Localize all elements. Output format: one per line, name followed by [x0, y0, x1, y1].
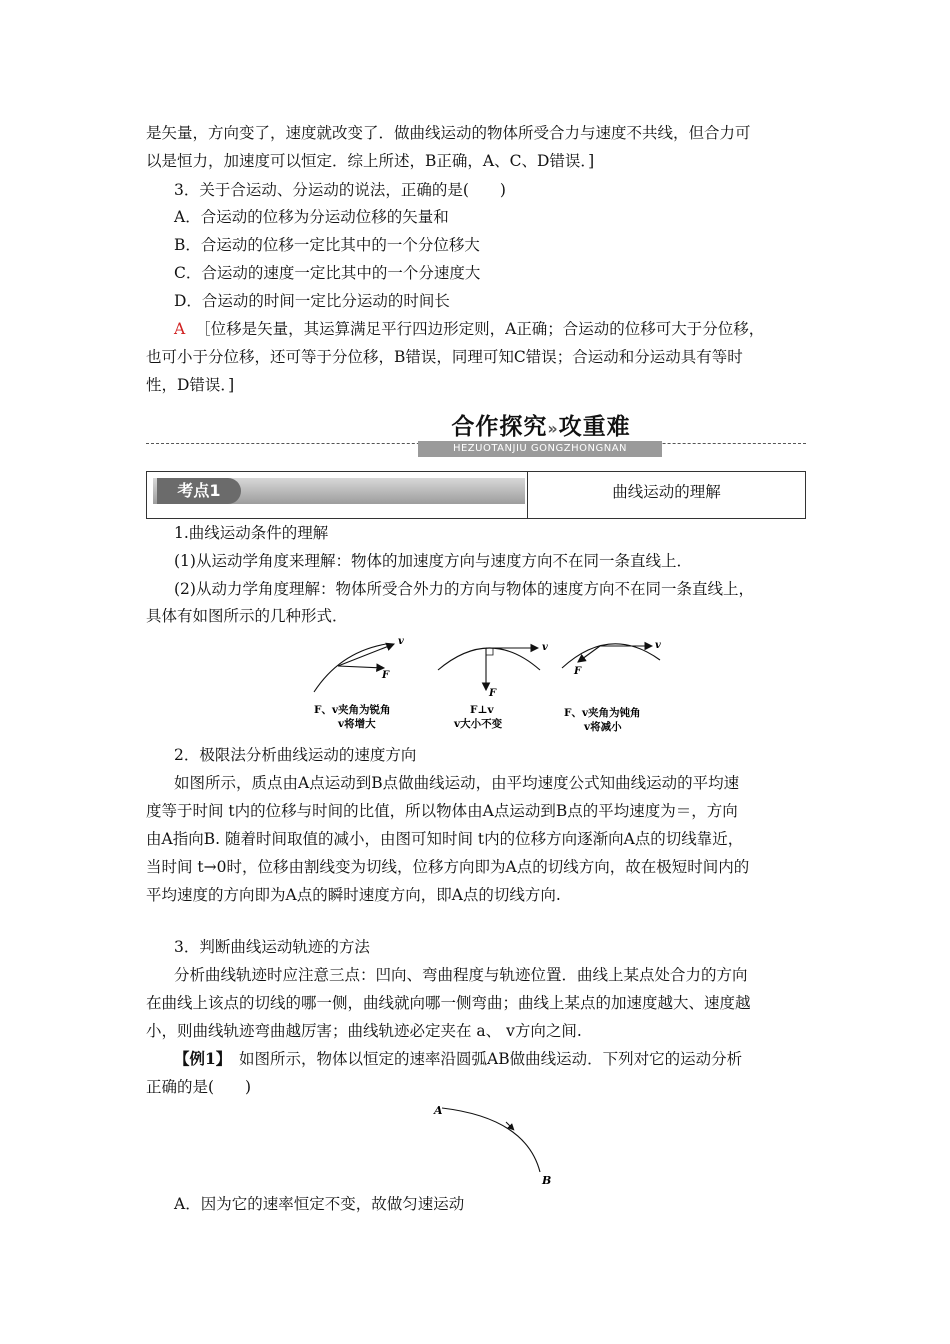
v-label-2: v	[542, 642, 548, 653]
kaodian-label: 考点1	[157, 478, 241, 504]
caption-2b: v大小不变	[454, 718, 503, 730]
kaodian-box	[146, 471, 806, 519]
banner-title	[426, 408, 656, 438]
direction-arrow	[506, 1122, 512, 1128]
arc-ab-figure	[430, 1100, 560, 1190]
f-label-3: F	[574, 666, 582, 677]
text-line: 如图所示，质点由A点运动到B点做曲线运动，由平均速度公式知曲线运动的平均速	[174, 774, 740, 792]
text-line: 具体有如图所示的几种形式．	[146, 607, 348, 625]
text-line: 在曲线上该点的切线的哪一侧，曲线就向哪一侧弯曲；曲线上某点的加速度越大、速度越	[146, 994, 751, 1012]
section-heading: 3．判断曲线运动轨迹的方法	[174, 938, 370, 956]
point-b-label: B	[542, 1174, 552, 1187]
caption-3b: v将减小	[584, 721, 622, 733]
velocity-arrow-1	[338, 644, 394, 666]
text-line: 度等于时间 t内的位移与时间的比值，所以物体由A点运动到B点的平均速度为＝，方向	[146, 802, 738, 820]
banner-subtitle: HEZUOTANJIU GONGZHONGNAN	[418, 441, 662, 457]
kaodian-label-cell	[147, 472, 528, 518]
text-line: (1)从运动学角度来理解：物体的加速度方向与速度方向不在同一条直线上．	[174, 552, 692, 570]
text-line: 当时间 t→0时，位移由割线变为切线，位移方向即为A点的切线方向，故在极短时间内的	[146, 858, 750, 876]
text-line: 正确的是( )	[146, 1078, 252, 1096]
force-arrow-1	[338, 666, 384, 668]
caption-1b: v将增大	[338, 718, 376, 730]
section-banner	[146, 404, 806, 464]
text-line: 由A指向B. 随着时间取值的减小，由图可知时间 t内的位移方向逐渐向A点的切线靠近，	[146, 830, 744, 848]
section-heading: 1.曲线运动条件的理解	[174, 524, 329, 542]
banner-arrow-icon: »	[547, 419, 559, 438]
kaodian-tab	[153, 478, 525, 504]
text-line: 小，则曲线轨迹弯曲越厉害；曲线轨迹必定夹在 a、 v方向之间.	[146, 1022, 582, 1040]
v-label-1: v	[398, 636, 404, 647]
force-velocity-figure	[300, 630, 680, 740]
caption-1a: F、v夹角为锐角	[314, 704, 391, 716]
f-label-2: F	[489, 688, 497, 699]
right-angle-mark	[486, 648, 493, 655]
text-line: 性，D错误．]	[146, 376, 235, 394]
example-line	[174, 1049, 742, 1069]
text-line: 以是恒力，加速度可以恒定．综上所述，B正确，A、C、D错误．]	[146, 152, 595, 170]
text-line: 是矢量，方向变了，速度就改变了．做曲线运动的物体所受合力与速度不共线，但合力可	[146, 124, 751, 142]
example-tag: 【例1】	[174, 1049, 224, 1068]
text-line: 平均速度的方向即为A点的瞬时速度方向，即A点的切线方向.	[146, 886, 561, 904]
option-c: C．合运动的速度一定比其中的一个分速度大	[174, 264, 481, 282]
kaodian-topic: 曲线运动的理解	[612, 483, 721, 501]
answer-text: ［位移是矢量，其运算满足平行四边形定则，A正确；合运动的位移可大于分位移，	[195, 320, 765, 338]
caption-3a: F、v夹角为钝角	[564, 707, 641, 719]
caption-2a: F⊥v	[470, 704, 494, 716]
section-heading: 2．极限法分析曲线运动的速度方向	[174, 746, 417, 764]
option-d: D．合运动的时间一定比分运动的时间长	[174, 292, 450, 310]
banner-title-part1: 合作探究	[451, 414, 548, 440]
answer-letter: A	[174, 320, 186, 338]
question-stem: 3．关于合运动、分运动的说法，正确的是( )	[174, 181, 506, 199]
option-a: A．因为它的速率恒定不变，故做匀速运动	[174, 1195, 465, 1213]
banner-title-part2: 攻重难	[558, 414, 631, 440]
v-label-3: v	[655, 640, 661, 651]
arc-ab	[442, 1108, 540, 1172]
f-label-1: F	[382, 670, 390, 681]
text-line: 也可小于分位移，还可等于分位移，B错误，同理可知C错误；合运动和分运动具有等时	[146, 348, 743, 366]
trajectory-curve-3	[562, 644, 660, 668]
point-a-label: A	[434, 1104, 443, 1117]
answer-line	[174, 319, 764, 339]
example-text: 如图所示，物体以恒定的速率沿圆弧AB做曲线运动．下列对它的运动分析	[223, 1050, 743, 1068]
trajectory-curve-2	[438, 648, 540, 670]
option-b: B．合运动的位移一定比其中的一个分位移大	[174, 236, 480, 254]
text-line: 分析曲线轨迹时应注意三点：凹向、弯曲程度与轨迹位置．曲线上某点处合力的方向	[174, 966, 748, 984]
option-a: A．合运动的位移为分运动位移的矢量和	[174, 208, 449, 226]
text-line: (2)从动力学角度理解：物体所受合外力的方向与物体的速度方向不在同一条直线上，	[174, 580, 754, 598]
